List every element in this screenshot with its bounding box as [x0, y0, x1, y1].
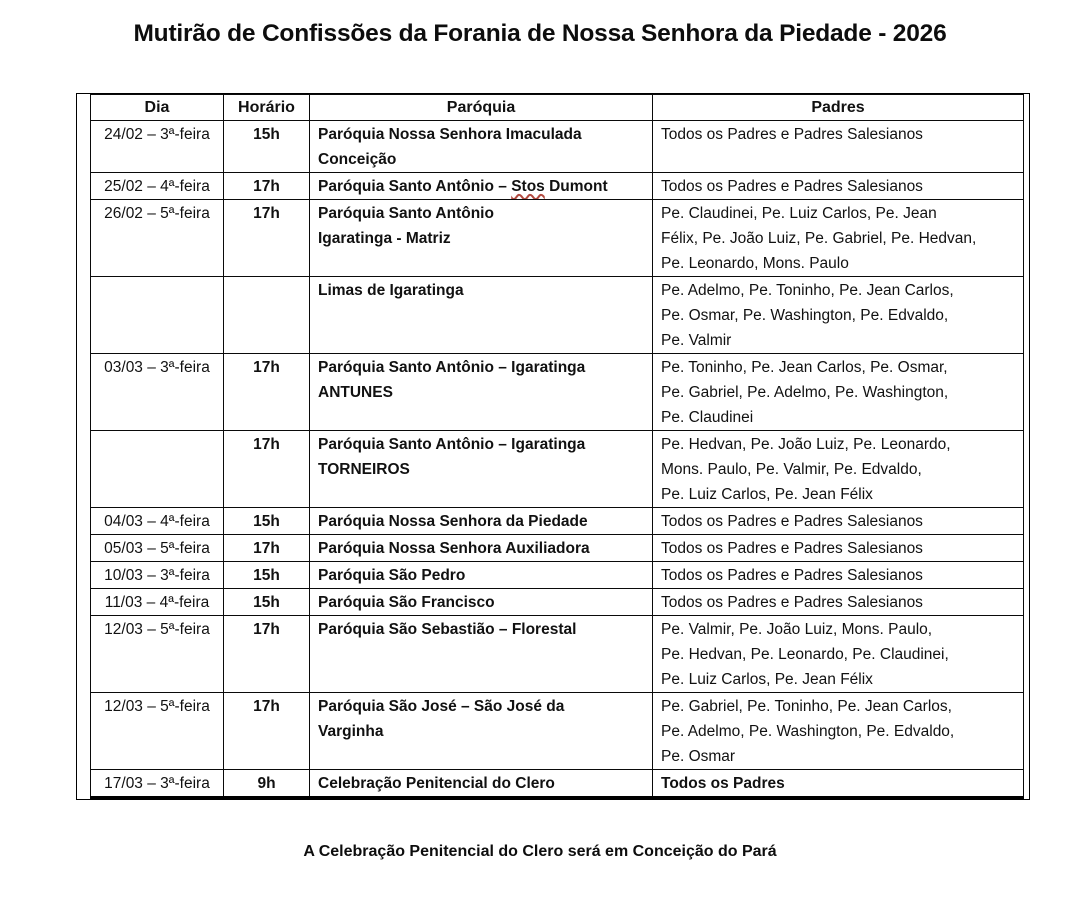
cell-padres — [653, 173, 1024, 200]
cell-dia: 25/02 – 4ª-feira — [91, 173, 224, 200]
cell-padres — [653, 589, 1024, 616]
cell-dia — [91, 431, 224, 508]
cell-horario: 17h — [224, 693, 310, 770]
padres-line: Pe. Valmir — [661, 331, 732, 349]
cell-horario: 17h — [224, 535, 310, 562]
paroquia-line: Paróquia Santo Antônio – Stos Dumont — [318, 177, 608, 195]
paroquia-line: Paróquia Nossa Senhora da Piedade — [318, 512, 588, 530]
cell-padres — [653, 535, 1024, 562]
paroquia-line: Paróquia Nossa Senhora Imaculada — [318, 125, 582, 143]
paroquia-line: Paróquia Nossa Senhora Auxiliadora — [318, 539, 590, 557]
padres-line: Pe. Leonardo, Mons. Paulo — [661, 254, 849, 272]
table-row — [91, 562, 1024, 589]
padres-line: Pe. Adelmo, Pe. Toninho, Pe. Jean Carlos, — [661, 281, 954, 299]
cell-paroquia — [310, 200, 653, 277]
table-row — [91, 535, 1024, 562]
cell-paroquia — [310, 770, 653, 798]
paroquia-line: ANTUNES — [318, 383, 393, 401]
padres-line: Pe. Luiz Carlos, Pe. Jean Félix — [661, 485, 873, 503]
cell-paroquia — [310, 354, 653, 431]
padres-line: Todos os Padres e Padres Salesianos — [661, 593, 923, 611]
cell-paroquia — [310, 616, 653, 693]
paroquia-line: Conceição — [318, 150, 397, 168]
cell-padres — [653, 121, 1024, 173]
column-header-dia: Dia — [91, 95, 224, 121]
cell-horario: 15h — [224, 121, 310, 173]
cell-paroquia — [310, 535, 653, 562]
padres-line: Pe. Claudinei — [661, 408, 754, 426]
paroquia-line: Igaratinga - Matriz — [318, 229, 451, 247]
padres-line: Todos os Padres e Padres Salesianos — [661, 125, 923, 143]
footer-note: A Celebração Penitencial do Clero será em Conceição do Pará — [303, 843, 777, 860]
padres-line: Pe. Claudinei, Pe. Luiz Carlos, Pe. Jean — [661, 204, 937, 222]
paroquia-line: Paróquia São Francisco — [318, 593, 495, 611]
cell-horario: 15h — [224, 589, 310, 616]
cell-dia: 04/03 – 4ª-feira — [91, 508, 224, 535]
cell-paroquia — [310, 121, 653, 173]
cell-paroquia — [310, 508, 653, 535]
cell-horario: 15h — [224, 508, 310, 535]
cell-padres — [653, 616, 1024, 693]
cell-horario: 17h — [224, 354, 310, 431]
cell-dia: 12/03 – 5ª-feira — [91, 693, 224, 770]
cell-paroquia — [310, 562, 653, 589]
table-row — [91, 173, 1024, 200]
cell-padres — [653, 354, 1024, 431]
padres-line: Pe. Hedvan, Pe. Leonardo, Pe. Claudinei, — [661, 645, 949, 663]
table-row — [91, 616, 1024, 693]
paroquia-line: Limas de Igaratinga — [318, 281, 464, 299]
cell-dia — [91, 277, 224, 354]
column-header-paroquia: Paróquia — [310, 95, 653, 121]
padres-line: Pe. Osmar, Pe. Washington, Pe. Edvaldo, — [661, 306, 949, 324]
table-row — [91, 277, 1024, 354]
padres-line: Mons. Paulo, Pe. Valmir, Pe. Edvaldo, — [661, 460, 922, 478]
table-row — [91, 508, 1024, 535]
paroquia-line: Celebração Penitencial do Clero — [318, 774, 555, 792]
cell-dia: 03/03 – 3ª-feira — [91, 354, 224, 431]
page-title: Mutirão de Confissões da Forania de Nossa Senhora da Piedade - 2026 — [133, 20, 947, 47]
cell-padres — [653, 431, 1024, 508]
paroquia-line: Paróquia São Pedro — [318, 566, 466, 584]
cell-dia: 12/03 – 5ª-feira — [91, 616, 224, 693]
cell-horario — [224, 277, 310, 354]
table-row — [91, 354, 1024, 431]
cell-paroquia — [310, 693, 653, 770]
table-row — [91, 693, 1024, 770]
table-header-row — [91, 95, 1024, 121]
misspelled-word-squiggle: Stos — [511, 177, 545, 195]
column-header-padres: Padres — [653, 95, 1024, 121]
padres-line: Pe. Adelmo, Pe. Washington, Pe. Edvaldo, — [661, 722, 955, 740]
cell-horario: 17h — [224, 431, 310, 508]
table-row — [91, 431, 1024, 508]
cell-dia: 17/03 – 3ª-feira — [91, 770, 224, 798]
table-row — [91, 200, 1024, 277]
cell-paroquia — [310, 173, 653, 200]
table-row — [91, 121, 1024, 173]
padres-line: Todos os Padres e Padres Salesianos — [661, 177, 923, 195]
padres-line: Pe. Hedvan, Pe. João Luiz, Pe. Leonardo, — [661, 435, 951, 453]
table-row — [91, 589, 1024, 616]
cell-horario: 15h — [224, 562, 310, 589]
cell-dia: 24/02 – 3ª-feira — [91, 121, 224, 173]
cell-dia: 10/03 – 3ª-feira — [91, 562, 224, 589]
paroquia-line: Paróquia Santo Antônio — [318, 204, 494, 222]
padres-line: Todos os Padres e Padres Salesianos — [661, 566, 923, 584]
cell-padres — [653, 562, 1024, 589]
paroquia-line: Varginha — [318, 722, 384, 740]
cell-horario: 17h — [224, 616, 310, 693]
cell-horario: 17h — [224, 200, 310, 277]
table-outer-frame — [76, 93, 1030, 800]
cell-horario: 9h — [224, 770, 310, 798]
table-row — [91, 770, 1024, 798]
padres-line: Pe. Toninho, Pe. Jean Carlos, Pe. Osmar, — [661, 358, 948, 376]
padres-line: Pe. Osmar — [661, 747, 736, 765]
cell-horario: 17h — [224, 173, 310, 200]
cell-dia: 11/03 – 4ª-feira — [91, 589, 224, 616]
paroquia-line: Paróquia Santo Antônio – Igaratinga — [318, 358, 586, 376]
padres-line: Todos os Padres e Padres Salesianos — [661, 539, 923, 557]
column-header-horario: Horário — [224, 95, 310, 121]
cell-padres — [653, 693, 1024, 770]
cell-paroquia — [310, 431, 653, 508]
cell-padres — [653, 200, 1024, 277]
padres-line: Pe. Luiz Carlos, Pe. Jean Félix — [661, 670, 873, 688]
padres-line: Pe. Gabriel, Pe. Toninho, Pe. Jean Carlos, — [661, 697, 952, 715]
cell-padres — [653, 277, 1024, 354]
paroquia-line: Paróquia Santo Antônio – Igaratinga — [318, 435, 586, 453]
padres-line: Todos os Padres e Padres Salesianos — [661, 512, 923, 530]
cell-paroquia — [310, 277, 653, 354]
paroquia-line: TORNEIROS — [318, 460, 410, 478]
confession-schedule-table — [90, 94, 1024, 799]
padres-line: Todos os Padres — [661, 774, 785, 792]
padres-line: Félix, Pe. João Luiz, Pe. Gabriel, Pe. Hedvan, — [661, 229, 977, 247]
padres-line: Pe. Valmir, Pe. João Luiz, Mons. Paulo, — [661, 620, 933, 638]
cell-dia: 05/03 – 5ª-feira — [91, 535, 224, 562]
cell-paroquia — [310, 589, 653, 616]
paroquia-line: Paróquia São Sebastião – Florestal — [318, 620, 577, 638]
table-body — [91, 121, 1024, 798]
paroquia-line: Paróquia São José – São José da — [318, 697, 565, 715]
cell-dia: 26/02 – 5ª-feira — [91, 200, 224, 277]
cell-padres — [653, 508, 1024, 535]
cell-padres — [653, 770, 1024, 798]
padres-line: Pe. Gabriel, Pe. Adelmo, Pe. Washington, — [661, 383, 949, 401]
